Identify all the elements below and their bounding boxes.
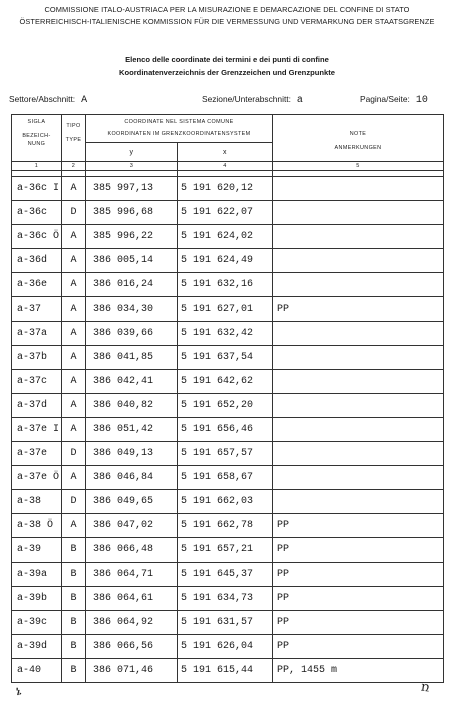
cell-y-coordinate: 386 071,46 [86,658,178,682]
table-row [12,658,444,682]
cell-note [273,321,444,345]
cell-x-coordinate: 5 191 615,44 [178,658,273,682]
cell-y-coordinate: 386 039,66 [86,321,178,345]
cell-sigla: a-36c Ö [12,225,62,249]
cell-tipo: B [62,658,86,682]
cell-y-coordinate: 386 064,92 [86,610,178,634]
cell-note: PP [273,610,444,634]
cell-sigla: a-37e Ö [12,466,62,490]
cell-y-coordinate: 386 034,30 [86,297,178,321]
table-row [12,369,444,393]
cell-y-coordinate: 386 066,48 [86,538,178,562]
cell-note [273,345,444,369]
commission-title-italian: COMMISSIONE ITALO-AUSTRIACA PER LA MISURAZIONE E DEMARCAZIONE DEL CONFINE DI STATO [44,5,410,14]
cell-note [273,369,444,393]
cell-tipo: A [62,321,86,345]
cell-note: PP [273,586,444,610]
cell-y-coordinate: 386 016,24 [86,273,178,297]
cell-tipo: D [62,442,86,466]
cell-sigla: a-37 [12,297,62,321]
cell-y-coordinate: 386 042,41 [86,369,178,393]
cell-note [273,490,444,514]
section-value: a [296,95,303,106]
cell-tipo: B [62,562,86,586]
sector-field [9,94,87,106]
cell-note: PP [273,514,444,538]
cell-tipo: D [62,490,86,514]
cell-x-coordinate: 5 191 662,03 [178,490,273,514]
table-row [12,273,444,297]
cell-sigla: a-39c [12,610,62,634]
table-row [12,417,444,441]
cell-y-coordinate: 386 051,42 [86,417,178,441]
table-row [12,321,444,345]
table-row [12,610,444,634]
cell-x-coordinate: 5 191 631,57 [178,610,273,634]
cell-sigla: a-36e [12,273,62,297]
cell-tipo: A [62,225,86,249]
cell-note [273,177,444,201]
cell-sigla: a-36c I [12,177,62,201]
cell-note [273,249,444,273]
cell-y-coordinate: 386 049,65 [86,490,178,514]
cell-x-coordinate: 5 191 662,78 [178,514,273,538]
cell-x-coordinate: 5 191 626,04 [178,634,273,658]
table-row [12,249,444,273]
table-row [12,634,444,658]
cell-tipo: B [62,538,86,562]
column-header-y: y [86,143,178,162]
handwritten-initials-right: ռ [419,679,431,696]
cell-tipo: A [62,417,86,441]
cell-sigla: a-36c [12,201,62,225]
column-header-x: x [178,143,273,162]
page-field [360,94,428,106]
cell-note: PP [273,297,444,321]
cell-x-coordinate: 5 191 632,16 [178,273,273,297]
cell-tipo: A [62,273,86,297]
cell-y-coordinate: 386 040,82 [86,393,178,417]
cell-x-coordinate: 5 191 622,07 [178,201,273,225]
page-label: Pagina/Seite: [360,94,410,104]
cell-sigla: a-39b [12,586,62,610]
column-index-3: 3 [86,162,178,171]
cell-note [273,225,444,249]
cell-tipo: A [62,466,86,490]
cell-x-coordinate: 5 191 634,73 [178,586,273,610]
cell-sigla: a-39 [12,538,62,562]
cell-x-coordinate: 5 191 642,62 [178,369,273,393]
cell-tipo: A [62,345,86,369]
cell-note [273,201,444,225]
table-row [12,393,444,417]
column-index-2: 2 [62,162,86,171]
cell-tipo: A [62,177,86,201]
cell-note [273,417,444,441]
cell-x-coordinate: 5 191 627,01 [178,297,273,321]
table-row [12,490,444,514]
cell-x-coordinate: 5 191 637,54 [178,345,273,369]
document-title-italian: Elenco delle coordinate dei termini e dei punti di confine [125,55,329,64]
cell-sigla: a-37c [12,369,62,393]
table-row [12,538,444,562]
cell-y-coordinate: 386 049,13 [86,442,178,466]
cell-sigla: a-37a [12,321,62,345]
column-index-4: 4 [178,162,273,171]
cell-tipo: B [62,610,86,634]
cell-sigla: a-37b [12,345,62,369]
table-row [12,442,444,466]
cell-x-coordinate: 5 191 657,57 [178,442,273,466]
column-header-coordinates: COORDINATE NEL SISTEMA COMUNE KOORDINATEN IM GRENZKOORDINATENSYSTEM [86,115,273,143]
cell-tipo: A [62,249,86,273]
cell-sigla: a-37e [12,442,62,466]
cell-x-coordinate: 5 191 658,67 [178,466,273,490]
cell-sigla: a-40 [12,658,62,682]
cell-sigla: a-39a [12,562,62,586]
cell-note: PP [273,562,444,586]
column-header-note: NOTE ANMERKUNGEN [273,115,444,162]
cell-note [273,466,444,490]
cell-x-coordinate: 5 191 620,12 [178,177,273,201]
cell-y-coordinate: 385 996,68 [86,201,178,225]
cell-note [273,393,444,417]
cell-x-coordinate: 5 191 656,46 [178,417,273,441]
cell-sigla: a-36d [12,249,62,273]
cell-x-coordinate: 5 191 652,20 [178,393,273,417]
cell-x-coordinate: 5 191 624,02 [178,225,273,249]
cell-tipo: A [62,514,86,538]
page-value: 10 [415,95,428,106]
sector-label: Settore/Abschnitt: [9,94,76,104]
cell-x-coordinate: 5 191 632,42 [178,321,273,345]
cell-tipo: A [62,369,86,393]
cell-x-coordinate: 5 191 645,37 [178,562,273,586]
cell-y-coordinate: 386 064,71 [86,562,178,586]
cell-x-coordinate: 5 191 657,21 [178,538,273,562]
sector-value: A [81,95,88,106]
section-label: Sezione/Unterabschnitt: [202,94,291,104]
cell-tipo: B [62,586,86,610]
cell-y-coordinate: 386 005,14 [86,249,178,273]
column-header-tipo: TIPO TYPE [62,115,86,162]
coordinates-table-body [12,177,444,683]
cell-y-coordinate: 386 064,61 [86,586,178,610]
cell-sigla: a-39d [12,634,62,658]
commission-title-german: ÖSTERREICHISCH-ITALIENISCHE KOMMISSION FÜR DIE VERMESSUNG UND VERMARKUNG DER STAATSGRENZE [19,17,435,26]
cell-y-coordinate: 386 041,85 [86,345,178,369]
column-index-5: 5 [273,162,444,171]
cell-sigla: a-38 Ö [12,514,62,538]
cell-note [273,442,444,466]
column-header-sigla: SIGLA BEZEICH- NUNG [12,115,62,162]
table-row [12,225,444,249]
table-row [12,562,444,586]
cell-note: PP, 1455 m [273,658,444,682]
table-row [12,466,444,490]
table-row [12,586,444,610]
cell-tipo: A [62,393,86,417]
handwritten-initials-left: ኔ [14,683,23,700]
cell-y-coordinate: 385 996,22 [86,225,178,249]
cell-note: PP [273,634,444,658]
table-row [12,177,444,201]
document-title-german: Koordinatenverzeichnis der Grenzzeichen und Grenzpunkte [118,68,336,77]
column-index-1: 1 [12,162,62,171]
cell-note [273,273,444,297]
cell-tipo: B [62,634,86,658]
section-field [202,94,303,106]
coordinates-table [11,114,444,683]
table-row [12,345,444,369]
cell-y-coordinate: 386 046,84 [86,466,178,490]
cell-y-coordinate: 385 997,13 [86,177,178,201]
cell-y-coordinate: 386 047,02 [86,514,178,538]
cell-sigla: a-37e I [12,417,62,441]
cell-tipo: D [62,201,86,225]
cell-x-coordinate: 5 191 624,49 [178,249,273,273]
cell-y-coordinate: 386 066,56 [86,634,178,658]
table-row [12,297,444,321]
cell-tipo: A [62,297,86,321]
cell-note: PP [273,538,444,562]
table-row [12,514,444,538]
cell-sigla: a-38 [12,490,62,514]
cell-sigla: a-37d [12,393,62,417]
table-row [12,201,444,225]
